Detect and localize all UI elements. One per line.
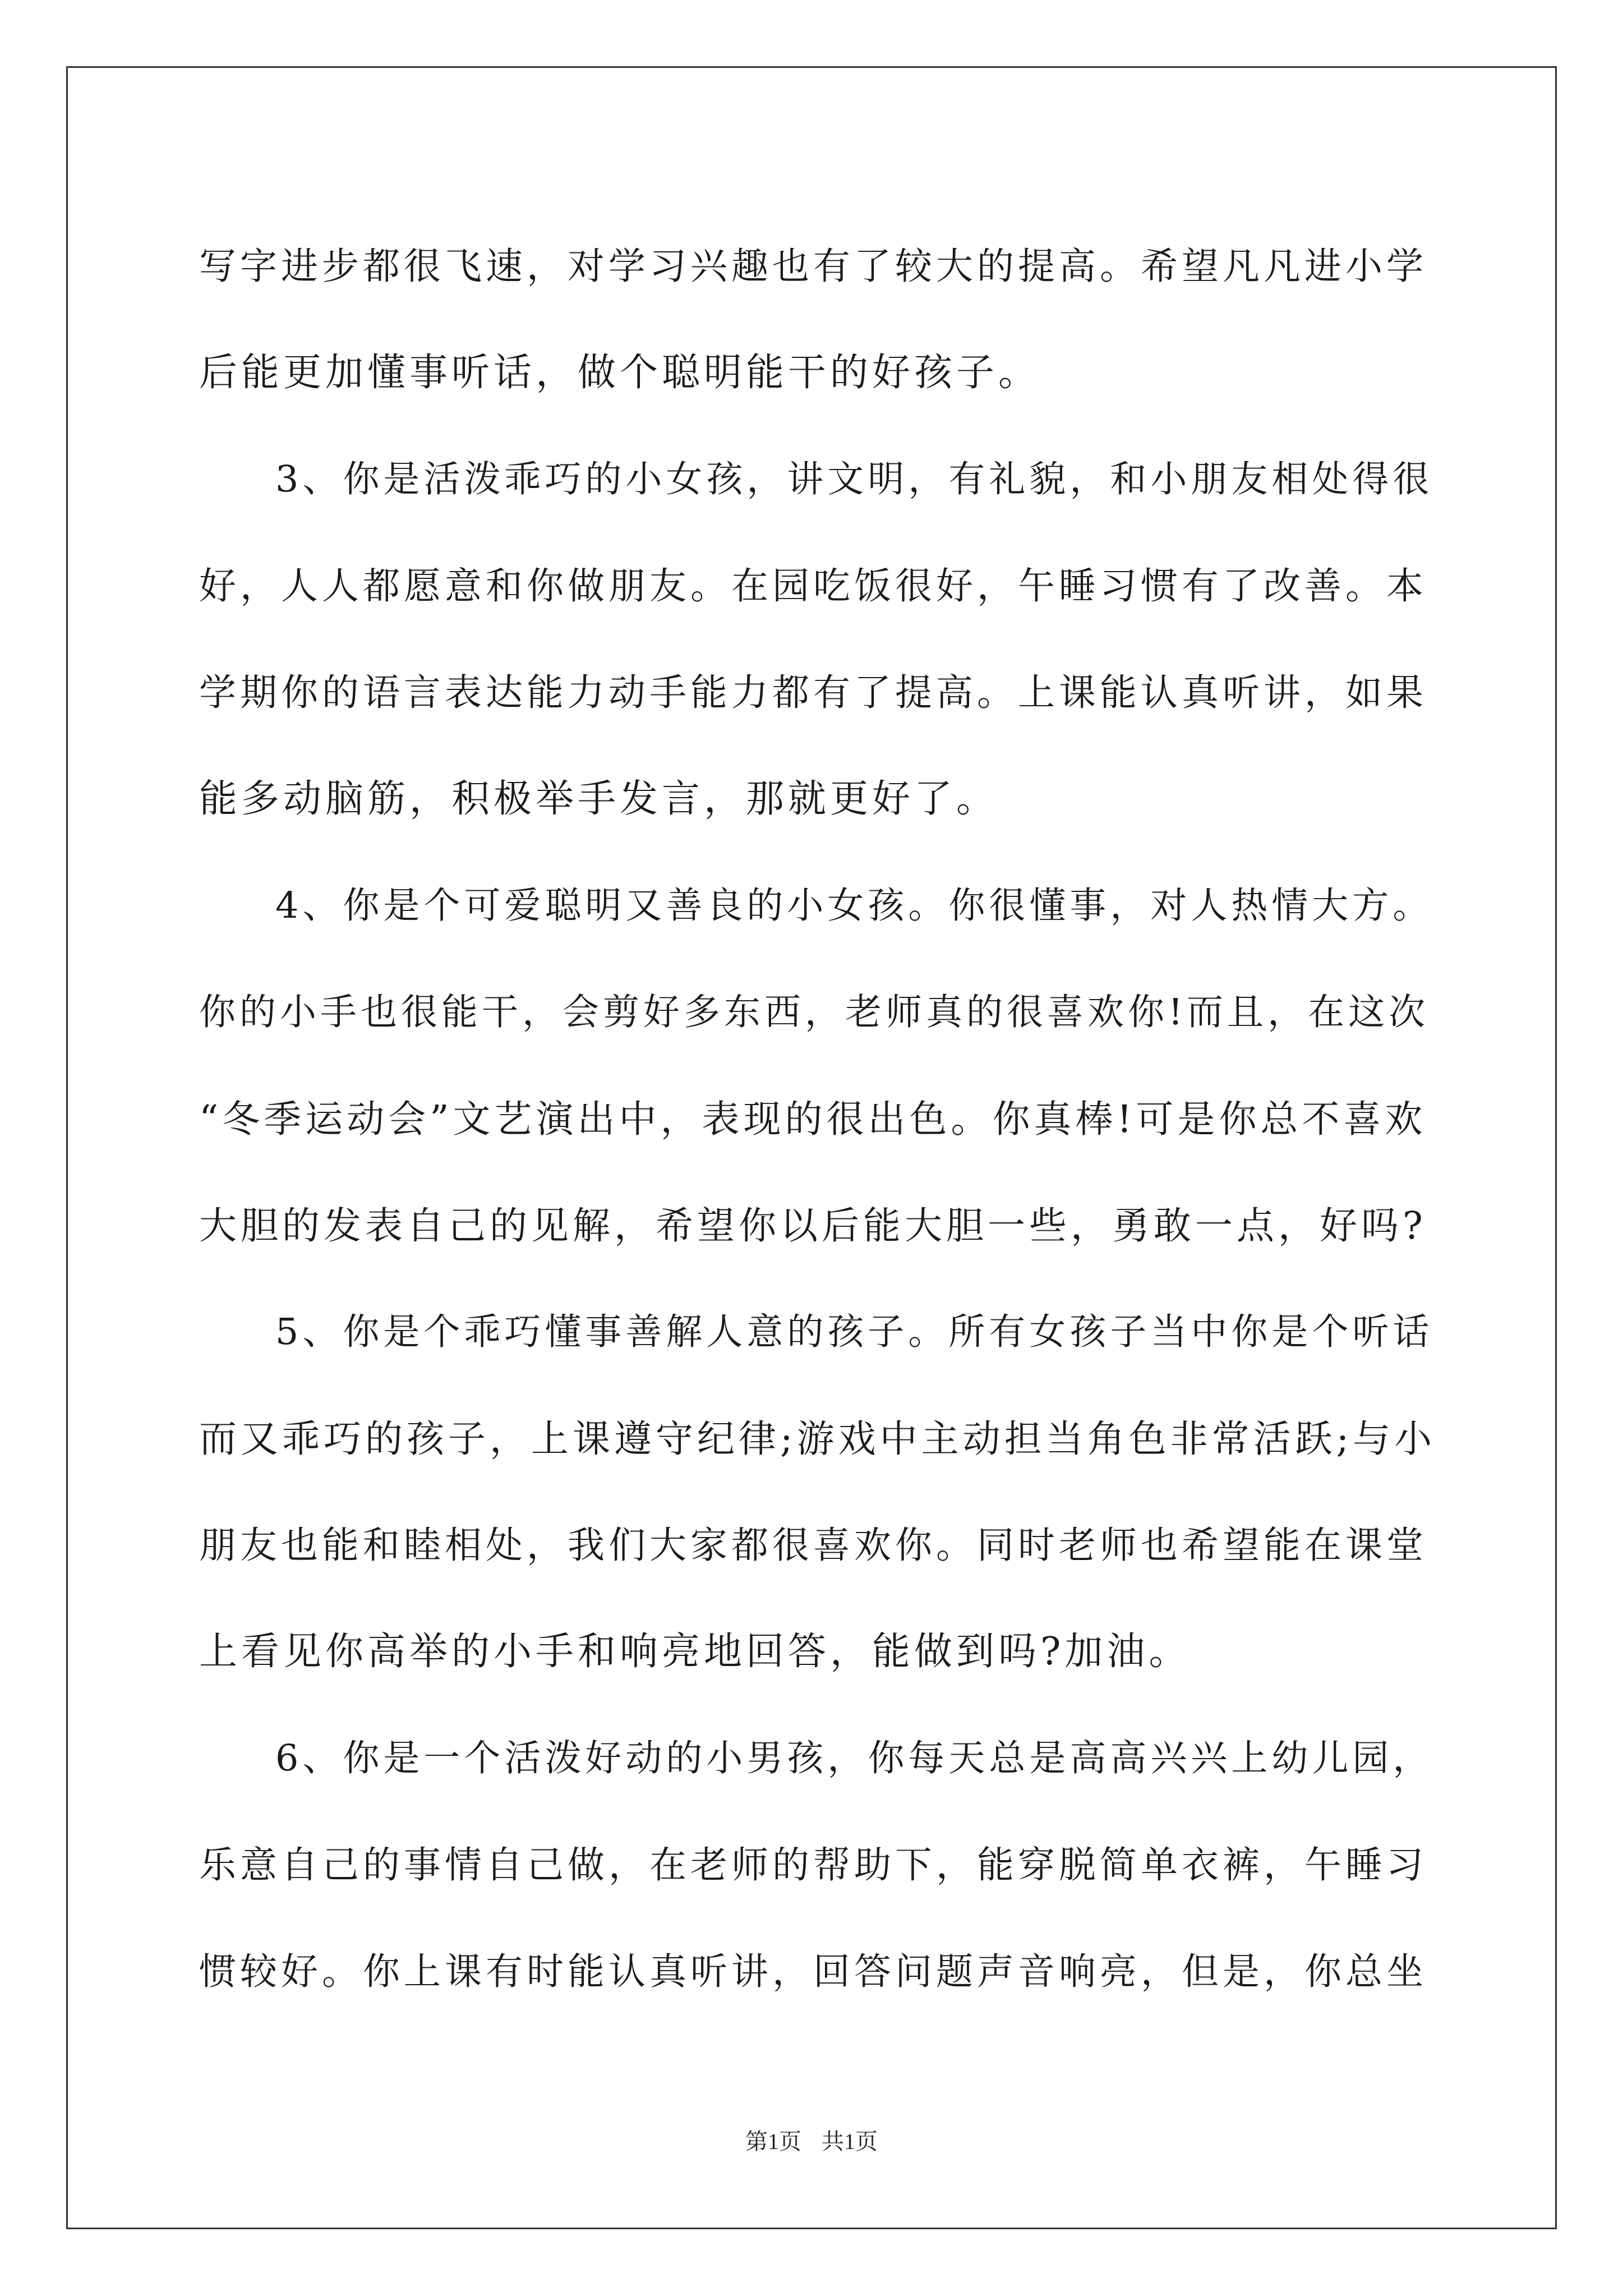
page-footer [0,2124,1623,2156]
text-line: 惯较好。你上课有时能认真听讲，回答问题声音响亮，但是，你总坐 [199,1950,1427,1993]
text-line: 你的小手也很能干，会剪好多东西，老师真的很喜欢你!而且，在这次 [199,991,1430,1033]
text-line: 而又乖巧的孩子，上课遵守纪律;游戏中主动担当角色非常活跃;与小 [199,1417,1436,1461]
page-number: 第1页 [745,2129,801,2154]
paragraph-5-start: 5、你是个乖巧懂事善解人意的孩子。所有女孩子当中你是个听话 [275,1311,1433,1353]
text-line: “冬季运动会”文艺演出中，表现的很出色。你真棒!可是你总不喜欢 [199,1097,1427,1141]
paragraph-6-start: 6、你是一个活泼好动的小男孩，你每天总是高高兴兴上幼儿园， [275,1737,1433,1779]
text-line: 能多动脑筋，积极举手发言，那就更好了。 [199,777,999,821]
text-line: 乐意自己的事情自己做，在老师的帮助下，能穿脱简单衣裤，午睡习 [199,1843,1427,1887]
text-line: 写字进步都很飞速，对学习兴趣也有了较大的提高。希望凡凡进小学 [199,245,1427,288]
text-line: 上看见你高举的小手和响亮地回答，能做到吗?加油。 [199,1630,1191,1674]
text-line: 大胆的发表自己的见解，希望你以后能大胆一些，勇敢一点，好吗? [199,1204,1427,1248]
text-line: 后能更加懂事听话，做个聪明能干的好孩子。 [199,351,1041,395]
page-total: 共1页 [822,2129,878,2154]
text-line: 朋友也能和睦相处，我们大家都很喜欢你。同时老师也希望能在课堂 [199,1524,1427,1567]
paragraph-4-start: 4、你是个可爱聪明又善良的小女孩。你很懂事，对人热情大方。 [275,885,1433,927]
text-line: 好，人人都愿意和你做朋友。在园吃饭很好，午睡习惯有了改善。本 [199,564,1427,608]
text-line: 学期你的语言表达能力动手能力都有了提高。上课能认真听讲，如果 [199,671,1427,714]
paragraph-3-start: 3、你是活泼乖巧的小女孩，讲文明，有礼貌，和小朋友相处得很 [275,458,1433,500]
document-body [199,213,1438,2025]
